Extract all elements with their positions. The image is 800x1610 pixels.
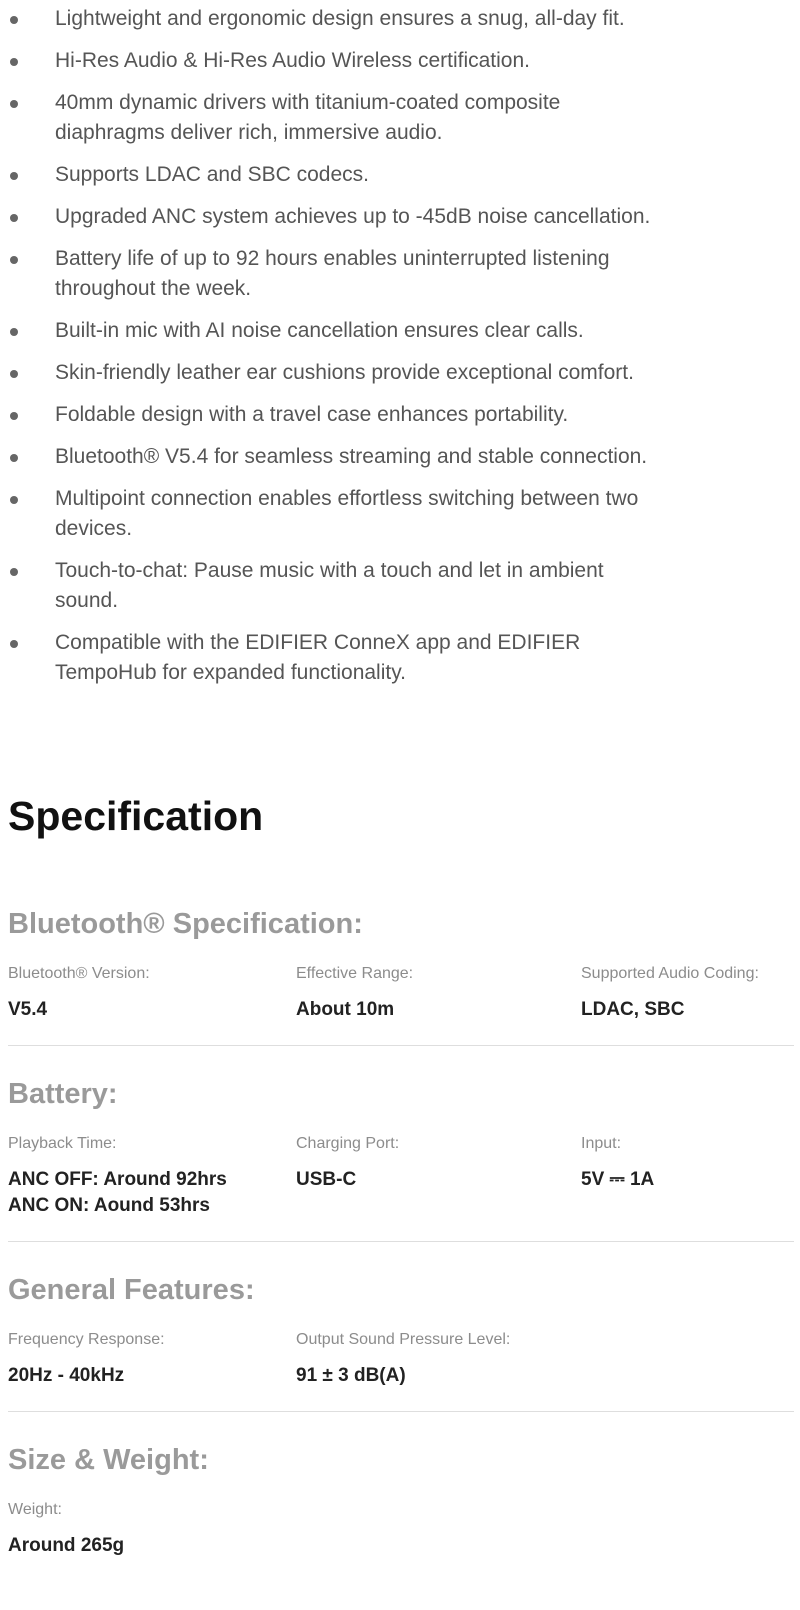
feature-item <box>0 88 800 148</box>
feature-item <box>0 484 800 544</box>
section-title: Bluetooth® Specification: <box>8 908 363 940</box>
input-field <box>581 1134 654 1193</box>
feature-item <box>0 316 800 346</box>
field-label: Playback Time: <box>8 1135 117 1152</box>
field-value: 20Hz - 40kHz <box>8 1365 125 1386</box>
feature-item <box>0 202 800 232</box>
section-title: Size & Weight: <box>8 1444 209 1476</box>
section-title: Battery: <box>8 1078 118 1110</box>
general-features-section <box>8 1272 794 1386</box>
feature-text: 40mm dynamic drivers with titanium-coated composite diaphragms deliver rich, immersive audio. <box>55 91 561 144</box>
section-divider <box>8 1241 794 1242</box>
field-value: About 10m <box>296 999 395 1020</box>
bullet-icon <box>10 568 18 576</box>
bullet-icon <box>10 496 18 504</box>
feature-item <box>0 400 800 430</box>
audio-coding-field <box>581 964 759 1023</box>
feature-text: Battery life of up to 92 hours enables uninterrupted listening throughout the week. <box>55 247 610 300</box>
feature-item <box>0 442 800 472</box>
feature-item <box>0 46 800 76</box>
playback-time-field <box>8 1134 227 1219</box>
feature-text: Supports LDAC and SBC codecs. <box>55 163 369 186</box>
bluetooth-version-field <box>8 964 150 1023</box>
bullet-icon <box>10 172 18 180</box>
feature-item <box>0 160 800 190</box>
feature-item <box>0 358 800 388</box>
field-value: LDAC, SBC <box>581 999 685 1020</box>
section-divider <box>8 1411 794 1412</box>
feature-text: Hi-Res Audio & Hi-Res Audio Wireless certification. <box>55 49 531 72</box>
bullet-icon <box>10 214 18 222</box>
charging-port-field <box>296 1134 399 1193</box>
bullet-icon <box>10 16 18 24</box>
field-label: Frequency Response: <box>8 1331 165 1348</box>
feature-item <box>0 244 800 304</box>
sound-pressure-field <box>296 1330 510 1389</box>
bullet-icon <box>10 454 18 462</box>
feature-text: Bluetooth® V5.4 for seamless streaming and stable connection. <box>55 445 648 468</box>
bluetooth-spec-section <box>8 906 794 1020</box>
feature-text: Compatible with the EDIFIER ConneX app and EDIFIER TempoHub for expanded functionality. <box>55 631 581 684</box>
section-divider <box>8 1045 794 1046</box>
feature-text: Built-in mic with AI noise cancellation ensures clear calls. <box>55 319 584 342</box>
feature-text: Lightweight and ergonomic design ensures a snug, all-day fit. <box>55 7 625 30</box>
bullet-icon <box>10 256 18 264</box>
field-label: Weight: <box>8 1501 62 1518</box>
frequency-response-field <box>8 1330 165 1389</box>
specification-title: Specification <box>8 793 264 839</box>
bullet-icon <box>10 640 18 648</box>
feature-item <box>0 556 800 616</box>
feature-item <box>0 4 800 34</box>
bullet-icon <box>10 328 18 336</box>
weight-field <box>8 1500 124 1559</box>
size-weight-section <box>8 1442 794 1556</box>
field-value: 91 ± 3 dB(A) <box>296 1365 406 1386</box>
feature-text: Touch-to-chat: Pause music with a touch and let in ambient sound. <box>55 559 604 612</box>
field-value: 5V ⎓ 1A <box>581 1169 655 1190</box>
feature-text: Multipoint connection enables effortless switching between two devices. <box>55 487 639 540</box>
bullet-icon <box>10 58 18 66</box>
feature-text: Upgraded ANC system achieves up to -45dB noise cancellation. <box>55 205 651 228</box>
bullet-icon <box>10 370 18 378</box>
section-title: General Features: <box>8 1274 255 1306</box>
field-value: USB-C <box>296 1169 357 1190</box>
field-value: ANC OFF: Around 92hrs <box>8 1169 227 1190</box>
field-label: Charging Port: <box>296 1135 400 1152</box>
bullet-icon <box>10 100 18 108</box>
field-label: Effective Range: <box>296 965 414 982</box>
feature-text: Skin-friendly leather ear cushions provide exceptional comfort. <box>55 361 634 384</box>
field-value: ANC ON: Aound 53hrs <box>8 1195 210 1216</box>
field-label: Supported Audio Coding: <box>581 965 759 982</box>
field-label: Bluetooth® Version: <box>8 965 150 982</box>
feature-list <box>0 4 800 700</box>
field-value: V5.4 <box>8 999 48 1020</box>
feature-text: Foldable design with a travel case enhances portability. <box>55 403 569 426</box>
effective-range-field <box>296 964 413 1023</box>
battery-section <box>8 1076 794 1216</box>
feature-item <box>0 628 800 688</box>
field-value: Around 265g <box>8 1535 125 1556</box>
field-label: Input: <box>581 1135 622 1152</box>
bullet-icon <box>10 412 18 420</box>
field-label: Output Sound Pressure Level: <box>296 1331 511 1348</box>
